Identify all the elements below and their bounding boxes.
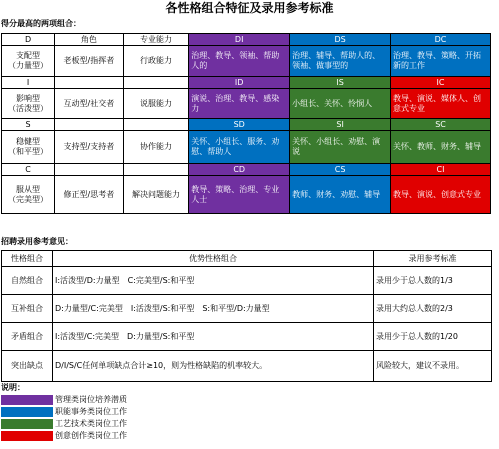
code-sc: SC (391, 119, 491, 131)
desc-cell: 关怀、小组长、服务、劝慰、帮助人 (189, 131, 290, 164)
ability-cell: 说服能力 (123, 89, 189, 119)
legend-item (1, 430, 161, 441)
recruit-table (1, 250, 492, 382)
legend-item (1, 406, 161, 417)
section-title-combos: 得分最高的两项组合： (1, 19, 81, 28)
ability-cell: 解决问题能力 (123, 176, 189, 214)
legend-swatch-blue (1, 407, 53, 417)
code-dc: DC (391, 34, 491, 46)
legend-item (1, 418, 161, 429)
recruit-standard: 录用大约总人数的2/3 (374, 295, 492, 323)
section-title-recruit: 招聘录用参考意见： (1, 237, 73, 246)
letter-cell: S (2, 119, 55, 131)
legend-label: 管理类岗位培养潜质 (55, 395, 127, 404)
ability-cell: 协作能力 (123, 131, 189, 164)
desc-cell: 治理、辅导、帮助人的、领袖、做事型的 (290, 46, 391, 77)
legend-label: 职能事务类岗位工作 (55, 407, 127, 416)
desc-cell: 小组长、关怀、怜悯人 (290, 89, 391, 119)
desc-cell: 演说、治理、教导、感染力 (189, 89, 290, 119)
role-cell: 修正型/思考者 (55, 176, 124, 214)
code-ci: CI (391, 164, 491, 176)
legend-label: 创意创作类岗位工作 (55, 431, 127, 440)
legend-swatch-purple (1, 395, 53, 405)
page-title: 各性格组合特征及录用参考标准 (165, 1, 334, 15)
desc-cell: 教师、财务、劝慰、辅导 (290, 176, 391, 214)
type-cell: 影响型 （活泼型） (2, 89, 55, 119)
code-ic: IC (391, 77, 491, 89)
code-id: ID (189, 77, 290, 89)
letter-cell: I (2, 77, 55, 89)
role-cell: 互动型/社交者 (55, 89, 124, 119)
desc-cell: 教导、演说、媒体人、创意式专业 (391, 89, 491, 119)
desc-cell: 治理、教导、领袖、帮助人的 (189, 46, 290, 77)
code-sd: SD (189, 119, 290, 131)
legend-swatch-red (1, 431, 53, 441)
header-letter: D (2, 34, 55, 46)
role-cell: 老板型/指挥者 (55, 46, 124, 77)
recruit-combo: D:力量型/C:完美型 I:活泼型/S:和平型 S:和平型/D:力量型 (53, 295, 374, 323)
desc-cell: 关怀、教师、财务、辅导 (391, 131, 491, 164)
recruit-header-standard: 录用参考标准 (374, 251, 492, 267)
type-cell: 支配型 （力量型） (2, 46, 55, 77)
recruit-standard: 录用少于总人数的1/3 (374, 267, 492, 295)
ability-cell: 行政能力 (123, 46, 189, 77)
recruit-header-name: 性格组合 (2, 251, 53, 267)
recruit-name: 自然组合 (2, 267, 53, 295)
recruit-combo: I:活泼型/C:完美型 D:力量型/S:和平型 (53, 323, 374, 351)
recruit-name: 互补组合 (2, 295, 53, 323)
combo-table (1, 33, 491, 214)
recruit-combo: D/I/S/C任何单项缺点合计≥10，则为性格缺陷的机率较大。 (53, 351, 374, 382)
desc-cell: 教导、演说、创意式专业 (391, 176, 491, 214)
code-si: SI (290, 119, 391, 131)
legend-item (1, 394, 161, 405)
recruit-combo: I:活泼型/D:力量型 C:完美型/S:和平型 (53, 267, 374, 295)
recruit-standard: 风险较大，建议不录用。 (374, 351, 492, 382)
code-di: DI (189, 34, 290, 46)
section-title-notes: 说明： (1, 383, 25, 392)
legend-label: 工艺技术类岗位工作 (55, 419, 127, 428)
recruit-name: 矛盾组合 (2, 323, 53, 351)
letter-cell: C (2, 164, 55, 176)
code-cd: CD (189, 164, 290, 176)
code-ds: DS (290, 34, 391, 46)
legend-swatch-green (1, 419, 53, 429)
header-role: 角色 (55, 34, 124, 46)
desc-cell: 关怀、小组长、劝慰、演说 (290, 131, 391, 164)
type-cell: 稳健型 （和平型） (2, 131, 55, 164)
recruit-header-combo: 优势性格组合 (53, 251, 374, 267)
role-cell: 支持型/支持者 (55, 131, 124, 164)
desc-cell: 教导、策略、治理、专业人士 (189, 176, 290, 214)
header-ability: 专业能力 (123, 34, 189, 46)
desc-cell: 治理、教导、策略、开拓新的工作 (391, 46, 491, 77)
recruit-name: 突出缺点 (2, 351, 53, 382)
type-cell: 服从型 （完美型） (2, 176, 55, 214)
code-cs: CS (290, 164, 391, 176)
recruit-standard: 录用少于总人数的1/20 (374, 323, 492, 351)
code-is: IS (290, 77, 391, 89)
